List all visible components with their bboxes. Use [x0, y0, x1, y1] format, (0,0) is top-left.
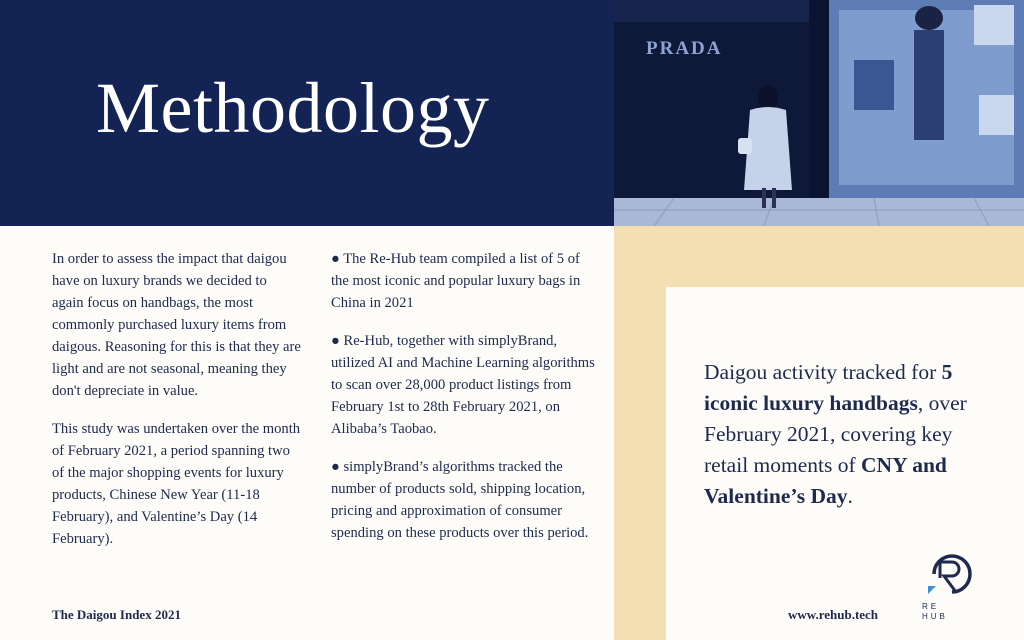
- bullet-item: ● The Re-Hub team compiled a list of 5 of the most iconic and popular luxury bags in China in 2021: [331, 251, 581, 311]
- intro-paragraph: In order to assess the impact that daigou have on luxury brands we decided to again focus on handbags, the most commonly purchased luxury items from daigous. Reasoning for this is that they are light and are not seasonal, meaning they don't depreciate in value.: [52, 251, 301, 399]
- storefront-photo: [614, 0, 1024, 226]
- page-title: Methodology: [96, 68, 490, 148]
- bullet-item: ● simplyBrand’s algorithms tracked the number of products sold, shipping location, pricing and approximation of consumer spending on these products over this period.: [331, 459, 589, 541]
- footer-website-link[interactable]: www.rehub.tech: [788, 607, 879, 622]
- intro-column: [52, 248, 302, 566]
- intro-paragraph: This study was undertaken over the month of February 2021, a period spanning two of the major shopping events for luxury products, Chinese New Year (11-18 February), and Valentine’s Day (14 February).: [52, 421, 301, 547]
- header-band: [0, 0, 614, 226]
- highlight-text: Daigou activity tracked for 5 iconic luxury handbags, over February 2021, covering key retail moments of CNY and Valentine’s Day.: [704, 360, 967, 508]
- store-sign-text: PRADA: [646, 38, 723, 59]
- logo-wordmark: RE HUB: [922, 602, 948, 621]
- footer-report-title: The Daigou Index 2021: [52, 607, 181, 622]
- rehub-logo-icon: [922, 548, 978, 600]
- bullet-item: ● Re-Hub, together with simplyBrand, utilized AI and Machine Learning algorithms to scan over 28,000 product listings from February 1st to 28th February 2021, on Alibaba’s Taobao.: [331, 333, 595, 437]
- rehub-logo: [922, 548, 982, 630]
- method-bullets: [331, 248, 596, 560]
